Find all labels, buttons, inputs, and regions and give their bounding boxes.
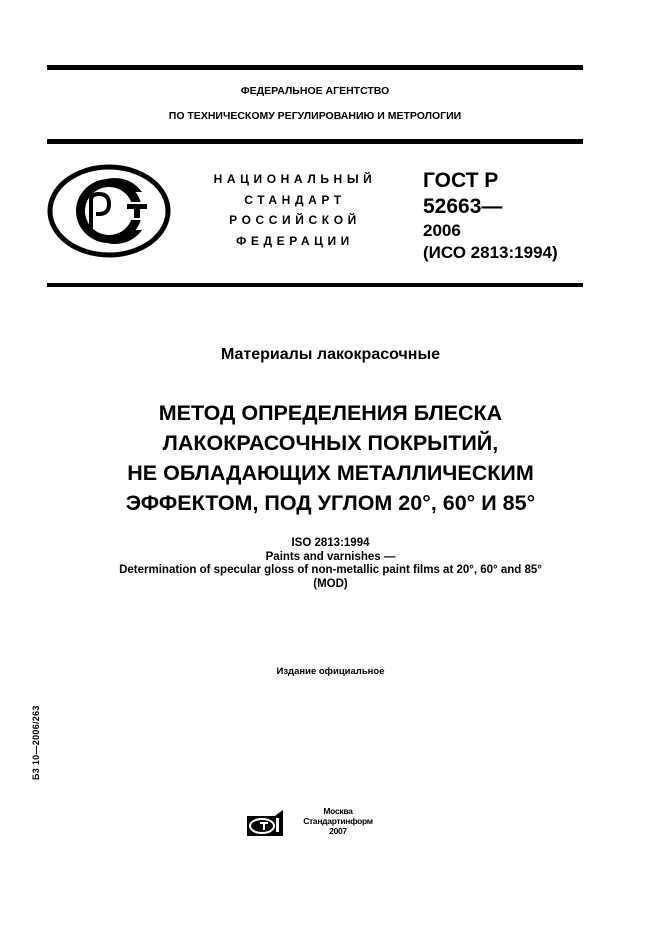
agency-name-line1: ФЕДЕРАЛЬНОЕ АГЕНТСТВО: [240, 85, 390, 97]
iso-equivalent: (ИСО 2813:1994): [423, 243, 558, 262]
gost-number: 52663—: [423, 195, 503, 218]
iso-title-line2: Determination of specular gloss of non-metallic paint films at 20°, 60° and 85°: [119, 564, 542, 576]
modification-marker: (MOD): [313, 577, 348, 590]
gost-year: 2006: [423, 221, 461, 240]
rst-gost-logo-icon: [47, 164, 171, 258]
national-standard-line3: РОССИЙСКОЙ: [229, 213, 361, 227]
iso-number: ISO 2813:1994: [291, 537, 370, 549]
title-line: ЛАКОКРАСОЧНЫХ ПОКРЫТИЙ,: [162, 431, 499, 455]
title-line: ЭФФЕКТОМ, ПОД УГЛОМ 20°, 60° И 85°: [125, 491, 536, 515]
gost-prefix: ГОСТ Р: [423, 169, 499, 192]
header-block-bottom-rule: [47, 283, 583, 287]
publisher-info: [290, 806, 386, 836]
publication-year: 2007: [329, 826, 347, 836]
national-standard-line4: ФЕДЕРАЦИИ: [236, 234, 354, 248]
edition-label: Издание официальное: [276, 666, 385, 677]
agency-name-line2: ПО ТЕХНИЧЕСКОМУ РЕГУЛИРОВАНИЮ И МЕТРОЛОГИИ: [168, 110, 462, 122]
publisher-name: Стандартинформ: [303, 816, 373, 826]
document-title: [0, 398, 661, 518]
gost-designation: [423, 168, 558, 264]
publisher-city: Москва: [323, 806, 353, 816]
side-registration-code: Б3 10—2006/263: [31, 705, 41, 780]
top-rule: [47, 65, 583, 70]
document-subtitle: Материалы лакокрасочные: [220, 346, 441, 363]
national-standard-line1: НАЦИОНАЛЬНЫЙ: [213, 172, 377, 186]
title-line: МЕТОД ОПРЕДЕЛЕНИЯ БЛЕСКА: [158, 401, 503, 425]
agency-bottom-rule: [47, 139, 583, 144]
national-standard-line2: СТАНДАРТ: [244, 193, 346, 207]
standartinform-logo-icon: [245, 808, 285, 838]
iso-title-line1: Paints and varnishes —: [265, 550, 396, 563]
title-line: НЕ ОБЛАДАЮЩИХ МЕТАЛЛИЧЕСКИМ: [127, 461, 534, 485]
iso-reference: [0, 537, 661, 591]
